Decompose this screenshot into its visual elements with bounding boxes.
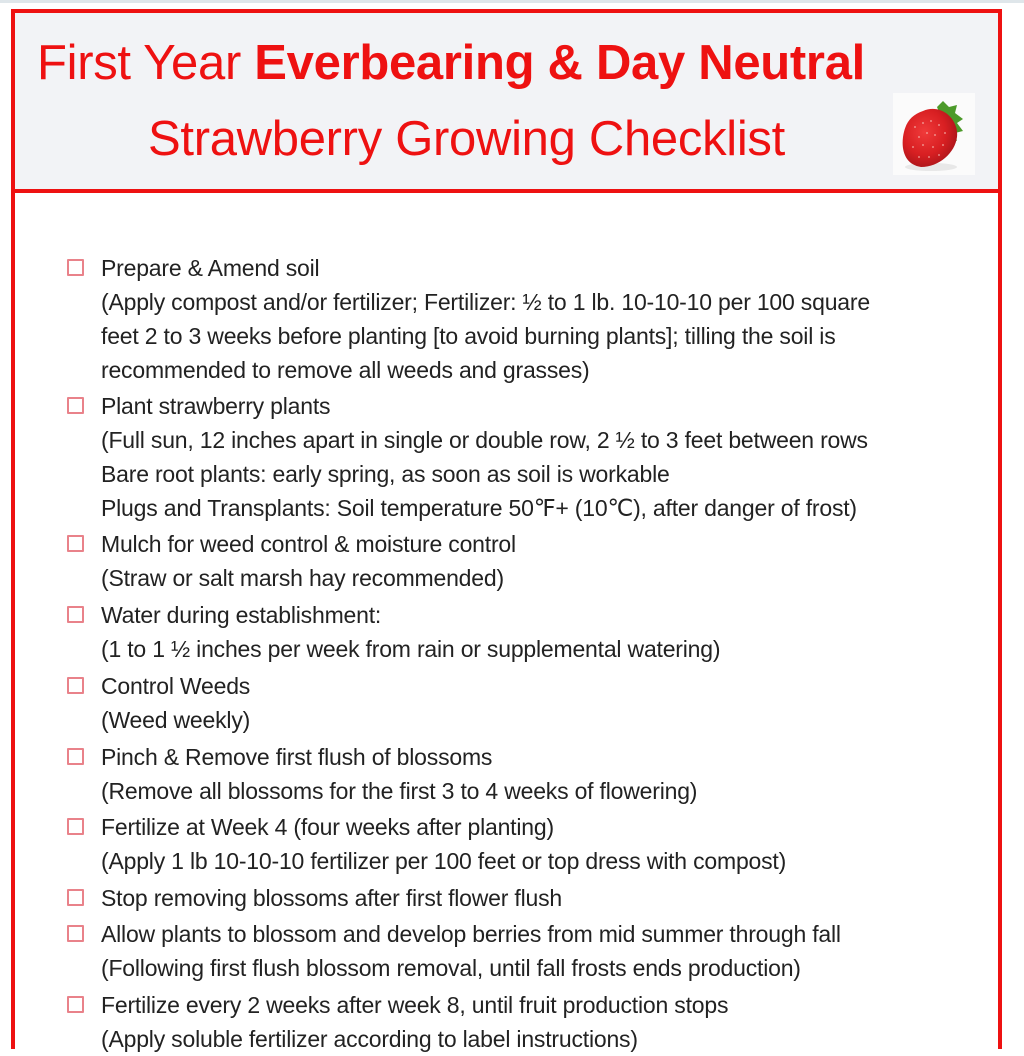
page-title-line1 [37,35,865,91]
item-title: Pinch & Remove first flush of blossoms [101,744,493,770]
item-note: (Apply 1 lb 10-10-10 fertilizer per 100 feet or top dress with compost) [101,848,787,874]
checkbox[interactable] [67,818,84,835]
checkbox[interactable] [67,925,84,942]
title-bold: Everbearing & Day Neutral [254,36,865,90]
item-title: Water during establishment: [101,602,382,628]
checkbox[interactable] [67,748,84,765]
title-regular: First Year [37,36,255,90]
checkbox[interactable] [67,677,84,694]
item-note: (Full sun, 12 inches apart in single or double row, 2 ½ to 3 feet between rows [101,427,868,453]
item-note: (1 to 1 ½ inches per week from rain or supplemental watering) [101,636,721,662]
item-title: Prepare & Amend soil [101,255,320,281]
page-title-line2: Strawberry Growing Checklist [148,112,785,166]
item-title: Stop removing blossoms after first flower flush [101,885,562,911]
item-note: feet 2 to 3 weeks before planting [to avoid burning plants]; tilling the soil is [101,323,836,349]
item-note: Plugs and Transplants: Soil temperature 50℉+ (10℃), after danger of frost) [101,495,857,521]
item-title: Control Weeds [101,673,251,699]
checkbox[interactable] [67,996,84,1013]
checklist-page [11,9,1002,1052]
strawberry-icon [893,93,975,175]
item-title: Allow plants to blossom and develop berries from mid summer through fall [101,921,841,947]
item-note: (Remove all blossoms for the first 3 to 4 weeks of flowering) [101,778,698,804]
top-strip [0,0,1024,3]
checkbox[interactable] [67,606,84,623]
item-title: Fertilize at Week 4 (four weeks after planting) [101,814,554,840]
item-title: Mulch for weed control & moisture control [101,531,516,557]
item-note: recommended to remove all weeds and grasses) [101,357,590,383]
item-note: (Following first flush blossom removal, until fall frosts ends production) [101,955,801,981]
checklist-header [15,13,998,193]
item-note: (Straw or salt marsh hay recommended) [101,565,504,591]
checkbox[interactable] [67,889,84,906]
item-title: Plant strawberry plants [101,393,331,419]
item-note: (Weed weekly) [101,707,251,733]
checkbox[interactable] [67,535,84,552]
item-note: Bare root plants: early spring, as soon as soil is workable [101,461,670,487]
item-note: (Apply compost and/or fertilizer; Fertilizer: ½ to 1 lb. 10-10-10 per 100 square [101,289,870,315]
item-title: Fertilize every 2 weeks after week 8, until fruit production stops [101,992,729,1018]
checkbox[interactable] [67,259,84,276]
item-note: (Apply soluble fertilizer according to label instructions) [101,1026,638,1052]
checkbox[interactable] [67,397,84,414]
